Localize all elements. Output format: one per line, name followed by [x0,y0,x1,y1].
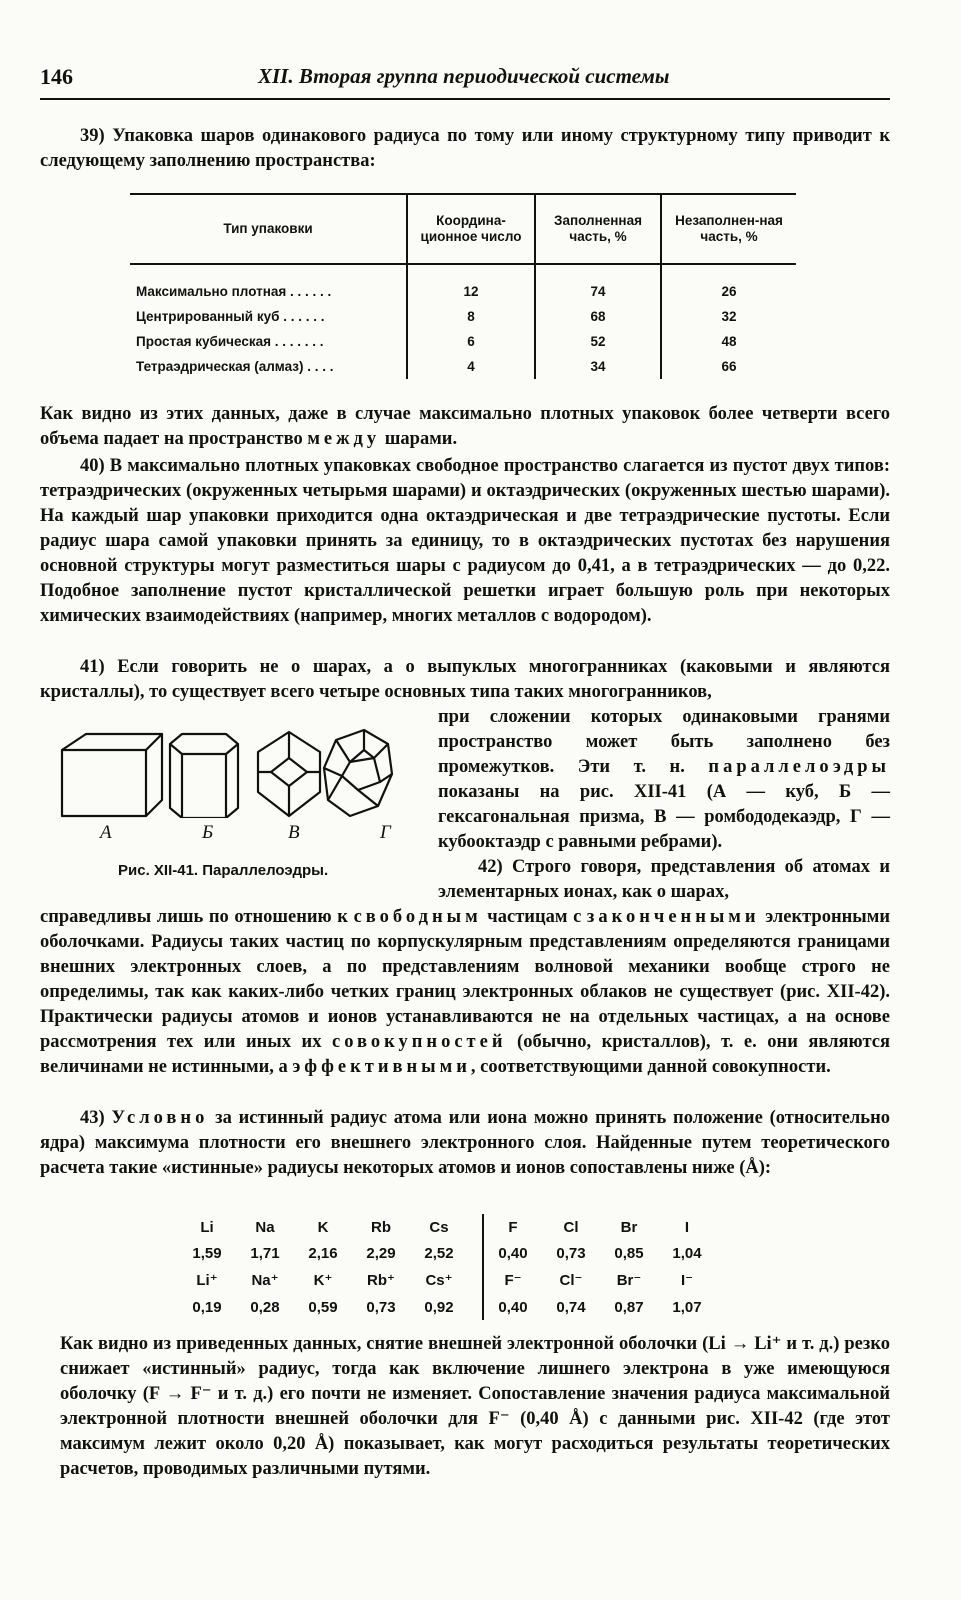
ion-symbol: Na⁺ [251,1272,279,1289]
element-symbol: Na [255,1218,275,1236]
cell-coordination: 4 [407,354,535,379]
column-header: Незаполнен-ная часть, % [661,194,796,264]
figure-label-b: Б [202,822,214,843]
table-header-row [130,194,796,264]
cell-filled: 34 [535,354,661,379]
element-symbol: F [483,1214,542,1240]
paragraph-41-intro: 41) Если говорить не о шарах, а о выпуклых многогранниках (каковыми и являются кристаллы), то существует всего четыре основных типа таких многогранников, [40,657,890,702]
spaced-emphasis: свободным [353,907,482,927]
cell-type: Простая кубическая . . . . . . . [136,334,324,349]
page-header [40,62,890,94]
cell-filled: 68 [535,304,661,329]
figure-label-g: Г [380,822,391,843]
cell-type: Максимально плотная . . . . . . [136,284,332,299]
packing-table [130,193,796,379]
figure-label-a: А [100,822,112,843]
ion-symbol: Cs⁺ [425,1272,453,1289]
radius-value: 1,04 [672,1244,702,1262]
cell-unfilled: 32 [661,304,796,329]
radius-value: 0,92 [424,1298,454,1316]
radius-value: 1,71 [250,1244,280,1262]
paragraph-42-side: 42) Строго говоря, представления об атомах и элементарных ионах, как о шарах, [438,857,890,902]
radius-value: 0,40 [483,1294,542,1320]
cell-coordination: 8 [407,304,535,329]
cell-type: Тетраэдрическая (алмаз) . . . . [136,359,334,374]
element-symbol: Cl [563,1218,579,1236]
radius-value: 0,73 [366,1298,396,1316]
paragraph-39: 39) Упаковка шаров одинакового радиуса по тому или иному структурному типу приводит к следующему заполнению пространства: [40,126,890,171]
radius-value: 2,29 [366,1244,396,1262]
paragraph-after-table [40,402,890,452]
gap-cell [468,1294,483,1320]
cell-unfilled: 26 [661,264,796,304]
page-number: 146 [40,64,73,89]
cell-filled: 52 [535,329,661,354]
spaced-emphasis: между [307,429,381,449]
atom-radii-row [178,1240,716,1266]
header-rule [40,98,890,100]
radius-value: 0,40 [483,1240,542,1266]
gap-cell [468,1266,483,1294]
text-span: частицам с [481,907,587,927]
text-span: справедливы лишь по отношению к [40,907,354,927]
cell-coordination: 12 [407,264,535,304]
parallelohedra-figure [58,728,393,818]
text-span: при сложении которых одинаковыми гранями пространство может быть заполнено без промежутков. Эти т. н. [438,707,890,777]
paragraph-final: Как видно из приведенных данных, снятие внешней электронной оболочки (Li → Li⁺ и т. д.) резко снижает «истинный» радиус, тогда как включение лишнего электрона в уже имеющуюся оболочку (F → F⁻ и т. д.) его почти не изменяет. Сопоставление значения радиуса максимальной электронной плотности внешней оболочки для F⁻ (0,40 Å) с данными рис. XII-42 (где этот максимум лежит около 0,20 Å) показывает, как могут расходиться результаты теоретических расчетов, проводимых различными путями. [60,1334,890,1479]
ion-symbol: I⁻ [680,1272,694,1289]
radius-value: 0,74 [556,1298,586,1316]
ion-symbol: Li⁺ [196,1272,218,1289]
paragraph-42 [40,905,890,1080]
cuboctahedron-drawing [324,730,392,816]
table-row [130,354,796,379]
ion-symbol: Rb⁺ [367,1272,395,1289]
text-span: шарами. [380,429,458,449]
text-span: (обычно, кристаллов), т. е. они являются величинами не истинными, а [40,1032,890,1077]
text-span: за истинный радиус атома или иона можно принять положение (относительно ядра) максимума плотности его внешнего электронного слоя. Найденные путем теоретического расчета такие «истинные» радиусы некоторых атомов и ионов сопоставлены ниже (Å): [40,1108,890,1178]
element-symbol: K [317,1218,329,1236]
rhombic-dodecahedron-drawing [258,732,320,816]
text-span: 43) [80,1108,112,1128]
column-header: Координа-ционное число [407,194,535,264]
column-header: Тип упаковки [130,194,407,264]
cell-type: Центрированный куб . . . . . . [136,309,325,324]
figure-caption: Рис. XII-41. Параллелоэдры. [118,862,329,879]
radii-table [178,1214,716,1320]
ions-row [178,1266,716,1294]
radius-value: 2,16 [308,1244,338,1262]
element-symbol: Rb [371,1218,391,1236]
element-symbol: Cs [429,1218,449,1236]
table-row [130,304,796,329]
radius-value: 2,52 [424,1244,454,1262]
table-row [130,329,796,354]
spaced-emphasis: эффективными [292,1057,471,1077]
cell-filled: 74 [535,264,661,304]
element-symbol: Br [620,1218,638,1236]
atoms-row [178,1214,716,1240]
radius-value: 0,28 [250,1298,280,1316]
element-symbol: Li [200,1218,214,1236]
radius-value: 1,07 [672,1298,702,1316]
radius-value: 0,87 [614,1298,644,1316]
radius-value: 0,19 [192,1298,222,1316]
gap-cell [468,1240,483,1266]
spaced-emphasis: параллелоэдры [708,757,890,777]
radius-value: 0,59 [308,1298,338,1316]
running-title: XII. Вторая группа периодической системы [258,64,670,88]
column-header: Заполненная часть, % [535,194,661,264]
radius-value: 1,59 [192,1244,222,1262]
text-span: показаны на рис. XII-41 (А — куб, Б — гексагональная призма, В — ромбододекаэдр, Г — кубооктаэдр с равными ребрами). [438,782,890,852]
element-symbol: I [684,1218,690,1236]
spaced-emphasis: Условно [111,1108,209,1128]
text-span: Как видно из этих данных, даже в случае максимально плотных упаковок более четверти всего объема падает на пространство [40,404,890,449]
figure-label-v: В [288,822,300,843]
spaced-emphasis: законченными [586,907,760,927]
spaced-emphasis: совокупностей [331,1032,507,1052]
radius-value: 0,73 [556,1244,586,1262]
cell-coordination: 6 [407,329,535,354]
ion-radii-row [178,1294,716,1320]
gap-cell [468,1214,483,1240]
ion-symbol: K⁺ [313,1272,333,1289]
radius-value: 0,85 [614,1244,644,1262]
text-span: электронными оболочками. Радиусы таких частиц по корпускулярным представлениям определяются границами внешних электронных слоев, а по представлениям волновой механики вообще строго не определимы, так как каких-либо четких границ электронных облаков не существует (рис. XII-42). Практически радиусы атомов и ионов устанавливаются не на отдельных частицах, а на основе рассмотрения тех или иных их [40,907,890,1052]
ion-symbol: Cl⁻ [559,1272,583,1289]
paragraph-41-side [438,705,890,855]
paragraph-40: 40) В максимально плотных упаковках свободное пространство слагается из пустот двух типов: тетраэдрических (окруженных четырьмя шарами) и октаэдрических (окруженных шестью шарами). На каждый шар упаковки приходится одна октаэдрическая и две тетраэдрические пустоты. Если радиус шара самой упаковки принять за единицу, то в октаэдрических пустотах без нарушения основной структуры могут разместиться шары с радиусом до 0,41, а в тетраэдрических — до 0,22. Подобное заполнение пустот кристаллической решетки играет большую роль при некоторых химических взаимодействиях (например, многих металлов с водородом). [40,456,890,626]
ion-symbol: Br⁻ [616,1272,642,1289]
paragraph-43 [40,1106,890,1181]
table-row [130,264,796,304]
hexagonal-prism-drawing [170,734,238,818]
cell-unfilled: 66 [661,354,796,379]
cell-unfilled: 48 [661,329,796,354]
ion-symbol: F⁻ [483,1266,542,1294]
cube-drawing [62,734,162,816]
text-span: , соответствующими данной совокупности. [470,1057,831,1077]
